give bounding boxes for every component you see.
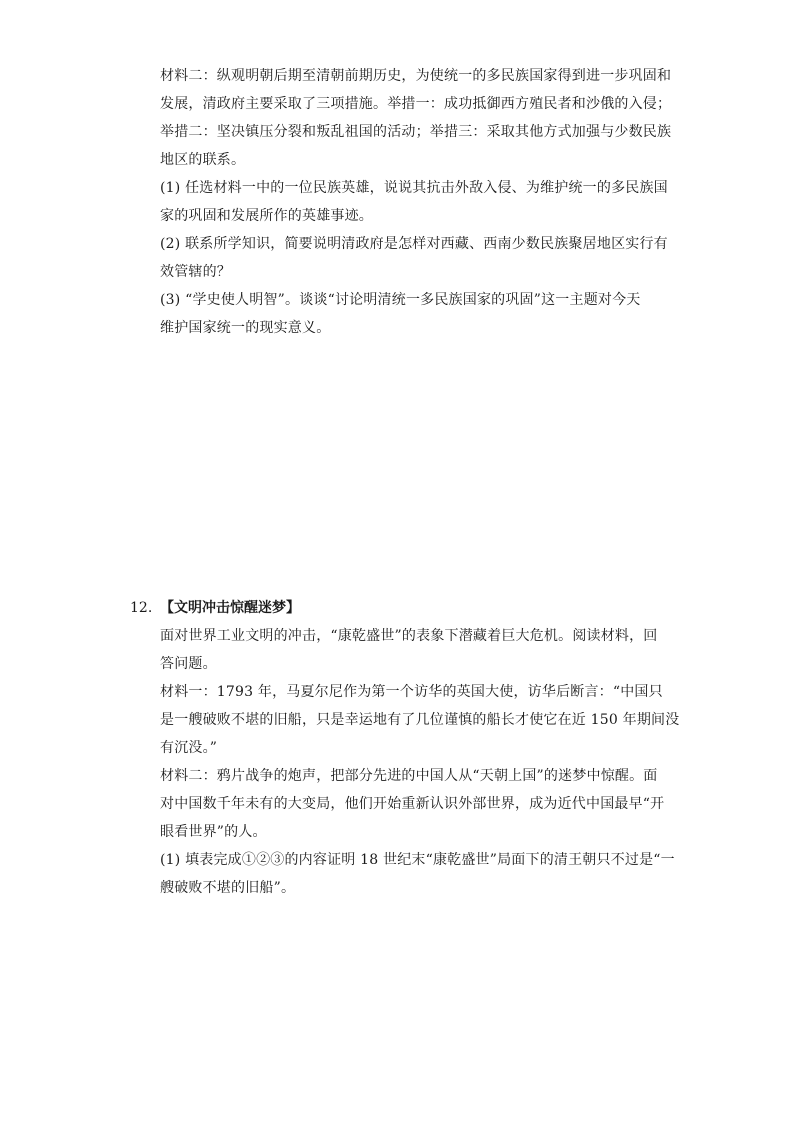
material-two-section <box>160 62 680 342</box>
text-line: 材料二：纵观明朝后期至清朝前期历史，为使统一的多民族国家得到进一步巩固和 <box>160 68 672 84</box>
question-3-line: 维护国家统一的现实意义。 <box>160 320 331 336</box>
text-line: 发展，清政府主要采取了三项措施。举措一：成功抵御西方殖民者和沙俄的入侵； <box>160 96 672 112</box>
sub-question-1-line: 艘破败不堪的旧船”。 <box>160 880 296 896</box>
material-one-line: 是一艘破败不堪的旧船，只是幸运地有了几位谨慎的船长才使它在近 150 年期间没 <box>160 712 680 728</box>
sub-question-1-line: (1) 填表完成①②③的内容证明 18 世纪末“康乾盛世”局面下的清王朝只不过是“一 <box>160 852 675 868</box>
text-line: 举措二：坚决镇压分裂和叛乱祖国的活动；举措三：采取其他方式加强与少数民族 <box>160 124 672 140</box>
text-line: 面对世界工业文明的冲击，“康乾盛世”的表象下潜藏着巨大危机。阅读材料，回 <box>160 628 658 644</box>
question-number: 12. <box>130 600 153 616</box>
material-one-line: 材料一：1793 年，马夏尔尼作为第一个访华的英国大使，访华后断言：“中国只 <box>160 684 663 700</box>
text-line: 答问题。 <box>160 656 217 672</box>
question-3-line: (3) “学史使人明智”。谈谈“讨论明清统一多民族国家的巩固”这一主题对今天 <box>160 292 641 308</box>
question-1-line: (1) 任选材料一中的一位民族英雄，说说其抗击外敌入侵、为维护统一的多民族国 <box>160 180 668 196</box>
text-line: 地区的联系。 <box>160 152 246 168</box>
material-two-line: 材料二：鸦片战争的炮声，把部分先进的中国人从“天朝上国”的迷梦中惊醒。面 <box>160 768 658 784</box>
question-heading: 【文明冲击惊醒迷梦】 <box>160 600 300 616</box>
material-two-line: 眼看世界”的人。 <box>160 824 267 840</box>
question-12-section <box>130 594 680 902</box>
material-two-line: 对中国数千年未有的大变局，他们开始重新认识外部世界，成为近代中国最早“开 <box>160 796 665 812</box>
question-2-line: 效管辖的？ <box>160 264 231 280</box>
material-one-line: 有沉没。” <box>160 740 218 756</box>
question-2-line: (2) 联系所学知识，简要说明清政府是怎样对西藏、西南少数民族聚居地区实行有 <box>160 236 668 252</box>
question-1-line: 家的巩固和发展所作的英雄事迹。 <box>160 208 373 224</box>
